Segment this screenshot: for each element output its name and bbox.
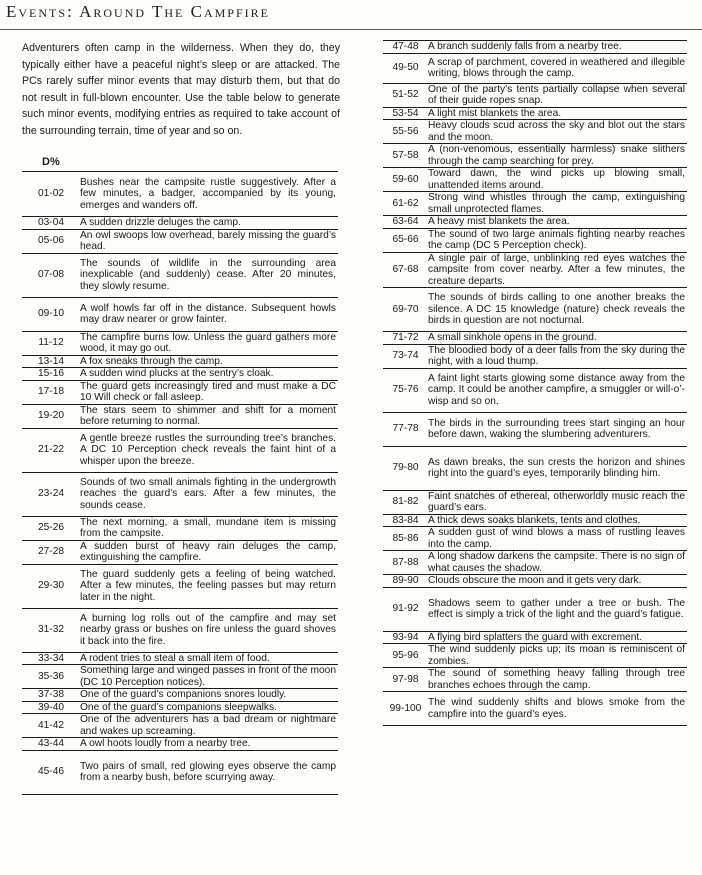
table-row bbox=[383, 144, 687, 168]
event-description: Faint snatches of ethereal, otherworldly music reach the guard’s ears. bbox=[428, 490, 685, 513]
dice-column-header: D% bbox=[42, 156, 60, 168]
table-row bbox=[383, 490, 687, 514]
page-title: Events: Around The Campfire bbox=[6, 2, 270, 21]
roll-range: 69-70 bbox=[383, 288, 428, 332]
table-row bbox=[383, 332, 687, 345]
roll-range: 79-80 bbox=[383, 446, 428, 490]
event-description: The stars seem to shimmer and shift for a moment before returning to normal. bbox=[80, 404, 336, 427]
event-description: A sudden wind plucks at the sentry’s cloak. bbox=[80, 368, 338, 381]
events-table-left bbox=[22, 171, 338, 795]
event-description: One of the adventurers has a bad dream or nightmare and wakes up screaming. bbox=[80, 714, 336, 737]
roll-range: 07-08 bbox=[22, 253, 80, 297]
table-row bbox=[22, 428, 338, 472]
roll-range: 35-36 bbox=[22, 665, 80, 689]
table-row bbox=[383, 83, 687, 107]
roll-range: 75-76 bbox=[383, 368, 428, 412]
event-description: The sound of something heavy falling through tree branches echoes through the camp. bbox=[428, 668, 685, 691]
intro-paragraph: Adventurers often camp in the wilderness. When they do, they typically either have a peaceful night’s sleep or are attacked. The PCs rarely suffer minor events that may disturb them, but that do not result in full-blown encounter. Use the table below to generate such minor events, modifying entries as required to take account of the surrounding terrain, time of year and so on. bbox=[22, 42, 340, 137]
table-row bbox=[22, 608, 338, 652]
roll-range: 19-20 bbox=[22, 404, 80, 428]
event-description: A wolf howls far off in the distance. Subsequent howls may draw nearer or grow fainter. bbox=[80, 297, 338, 331]
roll-range: 45-46 bbox=[22, 750, 80, 794]
event-description: A (non-venomous, essentially harmless) snake slithers through the camp searching for prey. bbox=[428, 144, 685, 167]
roll-range: 15-16 bbox=[22, 368, 80, 381]
table-row bbox=[22, 331, 338, 355]
table-row bbox=[383, 107, 687, 120]
event-description: A single pair of large, unblinking red eyes watches the campsite from cover nearby. After a few minutes, the creature departs. bbox=[428, 252, 685, 287]
roll-range: 17-18 bbox=[22, 380, 80, 404]
table-row bbox=[22, 355, 338, 368]
table-row bbox=[22, 665, 338, 689]
event-description: A scrap of parchment, covered in weathered and illegible writing, blows through the camp. bbox=[428, 53, 687, 83]
roll-range: 31-32 bbox=[22, 608, 80, 652]
table-row bbox=[383, 668, 687, 692]
event-description: An owl swoops low overhead, barely missing the guard’s head. bbox=[80, 229, 336, 252]
event-description: The bloodied body of a deer falls from the sky during the night, with a loud thump. bbox=[428, 344, 685, 367]
event-description: The sounds of birds calling to one another breaks the silence. A DC 15 knowledge (nature) check reveals the birds in question are not nocturnal. bbox=[428, 288, 687, 332]
event-description: A thick dews soaks blankets, tents and clothes. bbox=[428, 514, 687, 527]
roll-range: 09-10 bbox=[22, 297, 80, 331]
event-description: A sudden burst of heavy rain deluges the camp, extinguishing the campfire. bbox=[80, 540, 336, 563]
roll-range: 27-28 bbox=[22, 540, 80, 564]
roll-range: 85-86 bbox=[383, 527, 428, 551]
table-row bbox=[383, 575, 687, 588]
table-row bbox=[22, 564, 338, 608]
event-description: A small sinkhole opens in the ground. bbox=[428, 332, 687, 345]
table-row bbox=[383, 53, 687, 83]
event-description: A flying bird splatters the guard with excrement. bbox=[428, 631, 687, 644]
table-row bbox=[383, 527, 687, 551]
table-row bbox=[22, 172, 338, 217]
table-row bbox=[383, 368, 687, 412]
roll-range: 51-52 bbox=[383, 83, 428, 107]
table-row bbox=[383, 120, 687, 144]
table-row bbox=[383, 692, 687, 726]
table-row bbox=[383, 216, 687, 229]
roll-range: 89-90 bbox=[383, 575, 428, 588]
table-row bbox=[22, 297, 338, 331]
roll-range: 67-68 bbox=[383, 252, 428, 288]
roll-range: 01-02 bbox=[22, 172, 80, 217]
table-row bbox=[22, 229, 338, 253]
roll-range: 97-98 bbox=[383, 668, 428, 692]
event-description: A sudden drizzle deluges the camp. bbox=[80, 217, 338, 230]
table-row bbox=[383, 228, 687, 252]
table-row bbox=[22, 380, 338, 404]
table-row bbox=[383, 288, 687, 332]
event-description: A heavy mist blankets the area. bbox=[428, 216, 687, 229]
event-description: The sound of two large animals fighting nearby reaches the camp (DC 5 Perception check). bbox=[428, 228, 685, 251]
title-rule bbox=[0, 29, 702, 30]
table-row bbox=[22, 472, 338, 516]
roll-range: 65-66 bbox=[383, 228, 428, 252]
table-row bbox=[22, 253, 338, 297]
roll-range: 33-34 bbox=[22, 652, 80, 665]
roll-range: 39-40 bbox=[22, 701, 80, 714]
event-description: A long shadow darkens the campsite. There is no sign of what causes the shadow. bbox=[428, 551, 685, 574]
event-description: A branch suddenly falls from a nearby tree. bbox=[428, 41, 687, 54]
roll-range: 11-12 bbox=[22, 331, 80, 355]
event-description: A fox sneaks through the camp. bbox=[80, 355, 338, 368]
events-table-right bbox=[383, 40, 687, 726]
table-row bbox=[383, 514, 687, 527]
table-row bbox=[22, 750, 338, 794]
table-row bbox=[22, 652, 338, 665]
table-row bbox=[383, 446, 687, 490]
table-row bbox=[383, 344, 687, 368]
table-row bbox=[383, 252, 687, 288]
event-description: A sudden gust of wind blows a mass of rustling leaves into the camp. bbox=[428, 527, 685, 550]
table-row bbox=[22, 516, 338, 540]
roll-range: 91-92 bbox=[383, 587, 428, 631]
event-description: The guard gets increasingly tired and must make a DC 10 Will check or fall asleep. bbox=[80, 380, 336, 403]
event-description: As dawn breaks, the sun crests the horizon and shines right into the guard’s eyes, temporarily blinding him. bbox=[428, 446, 687, 490]
event-description: The birds in the surrounding trees start singing an hour before dawn, waking the slumbering adventurers. bbox=[428, 412, 687, 446]
event-description: Sounds of two small animals fighting in the undergrowth reaches the guard’s ears. After a few minutes, the sounds cease. bbox=[80, 472, 338, 516]
event-description: One of the guard’s companions sleepwalks. bbox=[80, 701, 338, 714]
roll-range: 13-14 bbox=[22, 355, 80, 368]
event-description: Heavy clouds scud across the sky and blot out the stars and the moon. bbox=[428, 120, 685, 143]
event-description: The wind suddenly shifts and blows smoke from the campfire into the guard’s eyes. bbox=[428, 692, 687, 726]
roll-range: 77-78 bbox=[383, 412, 428, 446]
roll-range: 43-44 bbox=[22, 738, 80, 751]
event-description: Two pairs of small, red glowing eyes observe the camp from a nearby bush, before scurrying away. bbox=[80, 750, 338, 794]
table-row bbox=[383, 587, 687, 631]
roll-range: 53-54 bbox=[383, 107, 428, 120]
roll-range: 73-74 bbox=[383, 344, 428, 368]
event-description: Shadows seem to gather under a tree or bush. The effect is simply a trick of the light and the guard’s fatigue. bbox=[428, 587, 687, 631]
table-row bbox=[22, 217, 338, 230]
roll-range: 29-30 bbox=[22, 564, 80, 608]
event-description: A light mist blankets the area. bbox=[428, 107, 687, 120]
roll-range: 63-64 bbox=[383, 216, 428, 229]
events-table-left-body bbox=[22, 172, 338, 795]
roll-range: 05-06 bbox=[22, 229, 80, 253]
roll-range: 23-24 bbox=[22, 472, 80, 516]
event-description: The next morning, a small, mundane item is missing from the campsite. bbox=[80, 516, 336, 539]
event-description: Something large and winged passes in front of the moon (DC 10 Perception notices). bbox=[80, 665, 336, 688]
event-description: Bushes near the campsite rustle suggestively. After a few minutes, a badger, accompanied by its young, emerges and wanders off. bbox=[80, 172, 338, 217]
table-row bbox=[383, 41, 687, 54]
roll-range: 99-100 bbox=[383, 692, 428, 726]
table-row bbox=[22, 689, 338, 702]
event-description: Clouds obscure the moon and it gets very dark. bbox=[428, 575, 687, 588]
roll-range: 61-62 bbox=[383, 192, 428, 216]
roll-range: 25-26 bbox=[22, 516, 80, 540]
table-row bbox=[383, 412, 687, 446]
roll-range: 71-72 bbox=[383, 332, 428, 345]
event-description: One of the party’s tents partially collapse when several of their guide ropes snap. bbox=[428, 83, 685, 106]
event-description: Strong wind whistles through the camp, extinguishing small unprotected flames. bbox=[428, 192, 685, 215]
roll-range: 37-38 bbox=[22, 689, 80, 702]
roll-range: 87-88 bbox=[383, 551, 428, 575]
roll-range: 83-84 bbox=[383, 514, 428, 527]
roll-range: 47-48 bbox=[383, 41, 428, 54]
roll-range: 49-50 bbox=[383, 53, 428, 83]
event-description: The sounds of wildlife in the surrounding area inexplicable (and suddenly) cease. After 20 minutes, they slowly resume. bbox=[80, 253, 338, 297]
event-description: The guard suddenly gets a feeling of being watched. After a few minutes, the feeling passes but may return later in the night. bbox=[80, 564, 338, 608]
event-description: A rodent tries to steal a small item of food. bbox=[80, 652, 338, 665]
event-description: A burning log rolls out of the campfire and may set nearby grass or bushes on fire unless the guard shoves it back into the fire. bbox=[80, 608, 338, 652]
table-row bbox=[22, 540, 338, 564]
roll-range: 93-94 bbox=[383, 631, 428, 644]
event-description: A faint light starts glowing some distance away from the camp. It could be another campfire, a smuggler or will-o’-wisp and so on. bbox=[428, 368, 687, 412]
table-row bbox=[383, 168, 687, 192]
event-description: The wind suddenly picks up; its moan is reminiscent of zombies. bbox=[428, 644, 685, 667]
table-row bbox=[383, 631, 687, 644]
table-row bbox=[22, 701, 338, 714]
events-table-right-body bbox=[383, 41, 687, 726]
roll-range: 59-60 bbox=[383, 168, 428, 192]
roll-range: 57-58 bbox=[383, 144, 428, 168]
table-row bbox=[22, 404, 338, 428]
table-row bbox=[22, 738, 338, 751]
roll-range: 41-42 bbox=[22, 714, 80, 738]
event-description: One of the guard’s companions snores loudly. bbox=[80, 689, 338, 702]
table-row bbox=[383, 192, 687, 216]
event-description: Toward dawn, the wind picks up blowing small, unattended items around. bbox=[428, 168, 685, 191]
table-row bbox=[22, 714, 338, 738]
roll-range: 21-22 bbox=[22, 428, 80, 472]
roll-range: 03-04 bbox=[22, 217, 80, 230]
roll-range: 81-82 bbox=[383, 490, 428, 514]
roll-range: 95-96 bbox=[383, 644, 428, 668]
event-description: A owl hoots loudly from a nearby tree. bbox=[80, 738, 338, 751]
event-description: A gentle breeze rustles the surrounding tree’s branches. A DC 10 Perception check reveals the faint hint of a whisper upon the breeze. bbox=[80, 428, 338, 472]
table-row bbox=[22, 368, 338, 381]
table-row bbox=[383, 551, 687, 575]
event-description: The campfire burns low. Unless the guard gathers more wood, it may go out. bbox=[80, 331, 336, 354]
roll-range: 55-56 bbox=[383, 120, 428, 144]
table-row bbox=[383, 644, 687, 668]
